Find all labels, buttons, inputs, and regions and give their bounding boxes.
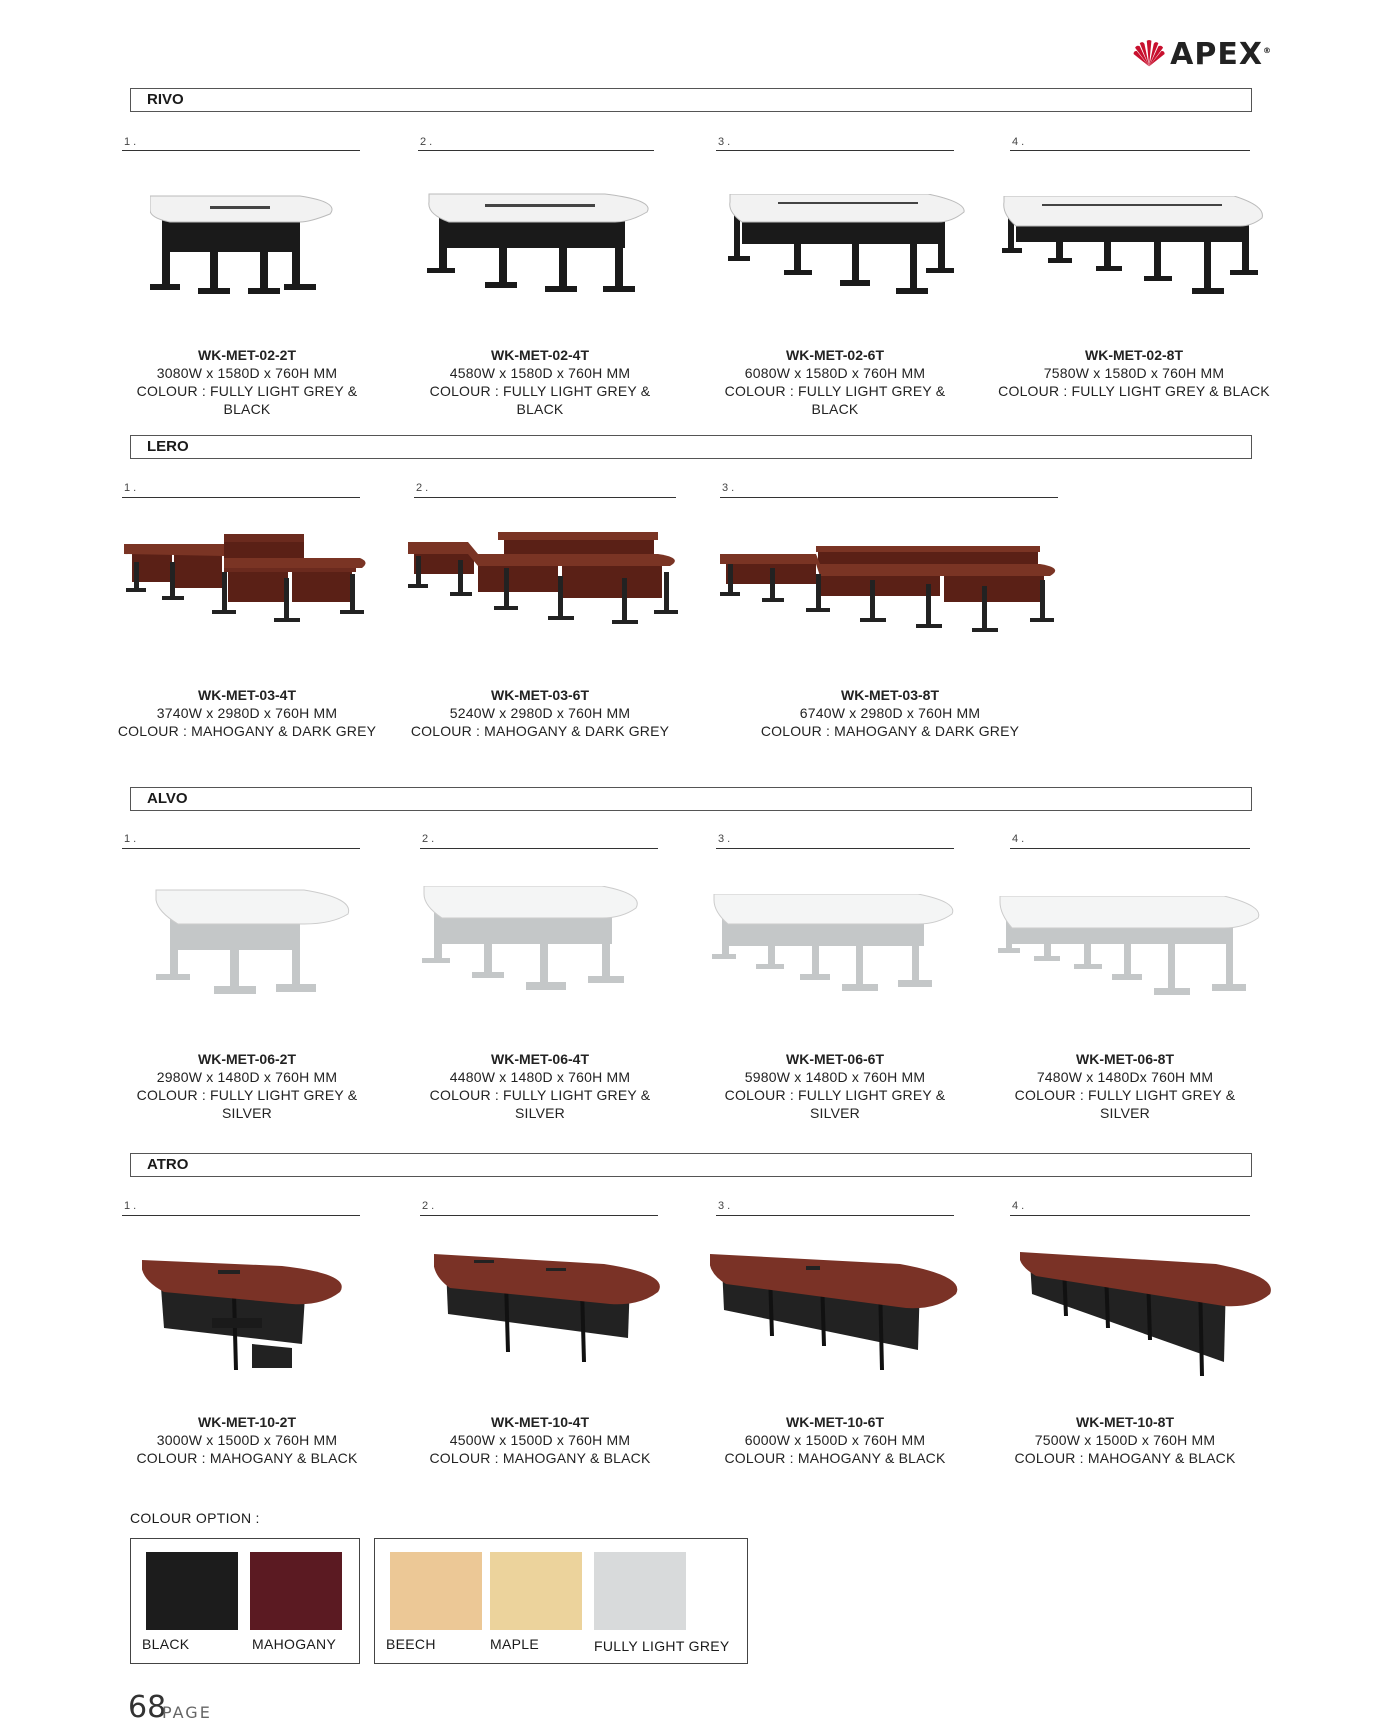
table-image-wk-met-03-6t bbox=[408, 532, 684, 632]
product-code: WK-MET-03-8T bbox=[841, 687, 939, 703]
product-code: WK-MET-06-8T bbox=[1076, 1051, 1174, 1067]
product-code: WK-MET-03-4T bbox=[198, 687, 296, 703]
product-dimensions: 3740W x 2980D x 760H MM bbox=[156, 705, 338, 721]
product-colour: COLOUR : MAHOGANY & DARK GREY bbox=[760, 723, 1020, 739]
product-info bbox=[112, 686, 382, 740]
product-info bbox=[405, 686, 675, 740]
product-code: WK-MET-02-8T bbox=[1085, 347, 1183, 363]
peacock-logo-icon bbox=[1132, 36, 1166, 72]
product-info bbox=[405, 1050, 675, 1122]
swatch-black bbox=[146, 1552, 238, 1630]
product-dimensions: 4480W x 1480D x 760H MM bbox=[449, 1069, 631, 1085]
product-dimensions: 3000W x 1500D x 760H MM bbox=[156, 1432, 338, 1448]
product-info bbox=[112, 1413, 382, 1467]
item-number: 1 . bbox=[124, 1200, 137, 1212]
item-rule bbox=[122, 150, 360, 151]
table-image-wk-met-02-4t bbox=[425, 192, 655, 302]
section-header-atro: ATRO bbox=[130, 1153, 1252, 1177]
table-image-wk-met-02-8t bbox=[1002, 196, 1266, 306]
item-number: 3 . bbox=[718, 833, 731, 845]
product-dimensions: 7480W x 1480Dx 760H MM bbox=[1036, 1069, 1214, 1085]
item-rule bbox=[122, 497, 360, 498]
product-code: WK-MET-02-6T bbox=[786, 347, 884, 363]
item-rule bbox=[716, 1215, 954, 1216]
item-number: 4 . bbox=[1012, 1200, 1025, 1212]
table-image-wk-met-10-4t bbox=[434, 1254, 664, 1370]
item-rule bbox=[716, 848, 954, 849]
product-info bbox=[700, 1413, 970, 1467]
product-info bbox=[112, 346, 382, 418]
product-dimensions: 6740W x 2980D x 760H MM bbox=[799, 705, 981, 721]
product-code: WK-MET-03-6T bbox=[491, 687, 589, 703]
table-image-wk-met-03-4t bbox=[124, 532, 370, 632]
item-rule bbox=[418, 150, 654, 151]
product-info bbox=[405, 346, 675, 418]
product-code: WK-MET-02-2T bbox=[198, 347, 296, 363]
item-rule bbox=[122, 1215, 360, 1216]
product-colour: COLOUR : FULLY LIGHT GREY & BLACK bbox=[998, 383, 1270, 399]
page-number: 68 bbox=[128, 1690, 167, 1725]
table-image-wk-met-02-2t bbox=[150, 190, 340, 300]
product-code: WK-MET-10-2T bbox=[198, 1414, 296, 1430]
section-header-alvo: ALVO bbox=[130, 787, 1252, 811]
swatch-label: MAPLE bbox=[490, 1636, 539, 1652]
product-dimensions: 4580W x 1580D x 760H MM bbox=[449, 365, 631, 381]
swatch-fully-light-grey bbox=[594, 1552, 686, 1630]
item-number: 4 . bbox=[1012, 833, 1025, 845]
item-rule bbox=[716, 150, 954, 151]
product-info bbox=[990, 1413, 1260, 1467]
apex-logo bbox=[1132, 34, 1272, 74]
product-code: WK-MET-10-6T bbox=[786, 1414, 884, 1430]
section-header-lero: LERO bbox=[130, 435, 1252, 459]
item-number: 1 . bbox=[124, 136, 137, 148]
item-number: 2 . bbox=[420, 136, 433, 148]
product-dimensions: 5980W x 1480D x 760H MM bbox=[744, 1069, 926, 1085]
product-dimensions: 7500W x 1500D x 760H MM bbox=[1034, 1432, 1216, 1448]
product-colour: COLOUR : FULLY LIGHT GREY & BLACK bbox=[724, 383, 946, 417]
item-rule bbox=[1010, 150, 1250, 151]
product-info bbox=[700, 1050, 970, 1122]
item-number: 3 . bbox=[718, 1200, 731, 1212]
product-dimensions: 6080W x 1580D x 760H MM bbox=[744, 365, 926, 381]
item-number: 3 . bbox=[722, 482, 735, 494]
table-image-wk-met-03-8t bbox=[720, 546, 1064, 642]
product-code: WK-MET-06-2T bbox=[198, 1051, 296, 1067]
product-colour: COLOUR : MAHOGANY & BLACK bbox=[136, 1450, 358, 1466]
product-dimensions: 5240W x 2980D x 760H MM bbox=[449, 705, 631, 721]
colour-option-heading: COLOUR OPTION : bbox=[130, 1510, 260, 1526]
brand-name: APEX® bbox=[1170, 36, 1272, 72]
product-code: WK-MET-06-4T bbox=[491, 1051, 589, 1067]
table-image-wk-met-06-8t bbox=[998, 896, 1262, 1020]
swatch-mahogany bbox=[250, 1552, 342, 1630]
product-dimensions: 4500W x 1500D x 760H MM bbox=[449, 1432, 631, 1448]
item-number: 3 . bbox=[718, 136, 731, 148]
product-colour: COLOUR : MAHOGANY & BLACK bbox=[429, 1450, 651, 1466]
product-info bbox=[112, 1050, 382, 1122]
item-number: 2 . bbox=[422, 833, 435, 845]
table-image-wk-met-06-6t bbox=[712, 894, 956, 1014]
item-rule bbox=[420, 1215, 658, 1216]
product-code: WK-MET-10-4T bbox=[491, 1414, 589, 1430]
table-image-wk-met-02-6t bbox=[728, 194, 968, 304]
product-colour: COLOUR : FULLY LIGHT GREY & SILVER bbox=[429, 1087, 651, 1121]
product-colour: COLOUR : MAHOGANY & DARK GREY bbox=[117, 723, 377, 739]
product-info bbox=[996, 346, 1272, 400]
product-info bbox=[700, 346, 970, 418]
product-code: WK-MET-10-8T bbox=[1076, 1414, 1174, 1430]
product-code: WK-MET-02-4T bbox=[491, 347, 589, 363]
item-rule bbox=[1010, 848, 1250, 849]
product-colour: COLOUR : MAHOGANY & BLACK bbox=[724, 1450, 946, 1466]
item-rule bbox=[122, 848, 360, 849]
table-image-wk-met-06-4t bbox=[422, 886, 642, 1006]
product-info bbox=[990, 1050, 1260, 1122]
swatch-label: BEECH bbox=[386, 1636, 436, 1652]
product-colour: COLOUR : MAHOGANY & BLACK bbox=[1014, 1450, 1236, 1466]
product-colour: COLOUR : FULLY LIGHT GREY & SILVER bbox=[724, 1087, 946, 1121]
table-image-wk-met-06-2t bbox=[154, 888, 354, 1008]
table-image-wk-met-10-8t bbox=[1020, 1252, 1276, 1382]
item-number: 2 . bbox=[416, 482, 429, 494]
product-colour: COLOUR : FULLY LIGHT GREY & BLACK bbox=[429, 383, 651, 417]
item-number: 2 . bbox=[422, 1200, 435, 1212]
product-dimensions: 2980W x 1480D x 760H MM bbox=[156, 1069, 338, 1085]
swatch-label: BLACK bbox=[142, 1636, 190, 1652]
product-colour: COLOUR : MAHOGANY & DARK GREY bbox=[410, 723, 670, 739]
product-info bbox=[405, 1413, 675, 1467]
item-number: 1 . bbox=[124, 833, 137, 845]
product-dimensions: 7580W x 1580D x 760H MM bbox=[1043, 365, 1225, 381]
item-rule bbox=[414, 497, 676, 498]
product-colour: COLOUR : FULLY LIGHT GREY & SILVER bbox=[1014, 1087, 1236, 1121]
item-rule bbox=[1010, 1215, 1250, 1216]
item-rule bbox=[720, 497, 1058, 498]
item-number: 4 . bbox=[1012, 136, 1025, 148]
product-info bbox=[755, 686, 1025, 740]
table-image-wk-met-10-6t bbox=[710, 1254, 964, 1378]
product-colour: COLOUR : FULLY LIGHT GREY & BLACK bbox=[136, 383, 358, 417]
product-dimensions: 6000W x 1500D x 760H MM bbox=[744, 1432, 926, 1448]
swatch-label: FULLY LIGHT GREY bbox=[594, 1638, 730, 1654]
product-dimensions: 3080W x 1580D x 760H MM bbox=[156, 365, 338, 381]
page-word: PAGE bbox=[162, 1703, 212, 1722]
swatch-beech bbox=[390, 1552, 482, 1630]
item-number: 1 . bbox=[124, 482, 137, 494]
section-header-rivo: RIVO bbox=[130, 88, 1252, 112]
swatch-maple bbox=[490, 1552, 582, 1630]
item-rule bbox=[420, 848, 658, 849]
swatch-label: MAHOGANY bbox=[252, 1636, 337, 1652]
product-code: WK-MET-06-6T bbox=[786, 1051, 884, 1067]
product-colour: COLOUR : FULLY LIGHT GREY & SILVER bbox=[136, 1087, 358, 1121]
table-image-wk-met-10-2t bbox=[142, 1258, 346, 1374]
